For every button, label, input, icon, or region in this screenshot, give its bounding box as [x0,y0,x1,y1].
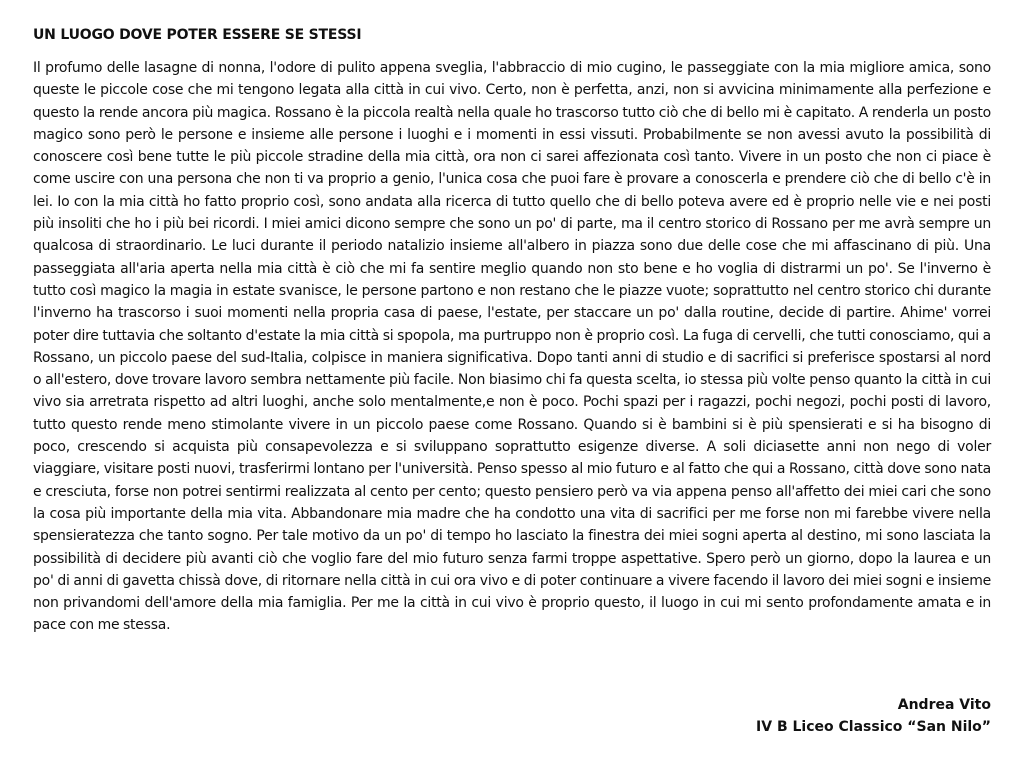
author-name: Andrea Vito [897,697,991,713]
document-title: UN LUOGO DOVE POTER ESSERE SE STESSI [33,27,362,43]
document-body: Il profumo delle lasagne di nonna, l'odore di pulito appena sveglia, l'abbraccio di mio cugino, le passeggiate con la mia migliore amica, sono queste le piccole cose che mi tengono legata alla città in cui vivo. Certo, non è perfetta, anzi, non si avvicina minimamente alla perfezione e questo la rende ancora più magica. Rossano è la piccola realtà nella quale ho trascorso tutto ciò che di bello mi è capitato. A renderla un posto magico sono però le persone e insieme alle persone i luoghi e i momenti in essi vissuti. Probabilmente se non avessi avuto la possibilità di conoscere così bene tutte le più piccole stradine della mia città, ora non ci sarei affezionata così tanto. Vivere in un posto che non ci piace è come uscire con una persona che non ti va proprio a genio, l'unica cosa che puoi fare è provare a conoscerla e prendere ciò che di bello c'è in lei. Io con la mia città ho fatto proprio così, sono andata alla ricerca di tutto quello che di bello poteva avere ed è proprio nelle vie e nei posti più insoliti che ho i più bei ricordi. I miei amici dicono sempre che sono un po' di parte, ma il centro storico di Rossano per me avrà sempre un qualcosa di straordinario. Le luci durante il periodo natalizio insieme all'albero in piazza sono due delle cose che mi affascinano di più. Una passeggiata all'aria aperta nella mia città è ciò che mi fa sentire meglio quando non sto bene e ho voglia di distrarmi un po'. Se l'inverno è tutto così magico la magia in estate svanisce, le persone partono e non restano che le piazze vuote; soprattutto nel centro storico chi durante l'inverno ha trascorso i suoi momenti nella propria casa di paese, l'estate, per staccare un po' dalla routine, decide di partire. Ahime' vorrei poter dire tuttavia che soltanto d'estate la mia città si spopola, ma purtruppo non è proprio così. La fuga di cervelli, che tutti conosciamo, qui a Rossano, un piccolo paese del sud-Italia, colpisce in maniera significativa. Dopo tanti anni di studio e di sacrifici si preferisce spostarsi al nord o all'estero, dove trovare lavoro sembra nettamente più facile. Non biasimo chi fa questa scelta, io stessa più volte penso quanto la città in cui vivo sia arretrata rispetto ad altri luoghi, anche solo mentalmente,e non è poco. Pochi spazi per i ragazzi, pochi negozi, pochi posti di lavoro, tutto questo rende meno stimolante vivere in un piccolo paese come Rossano. Quando si è bambini si è più spensierati e si ha bisogno di poco, crescendo si acquista più consapevolezza e si sviluppano soprattutto esigenze diverse. A soli diciasette anni non nego di voler viaggiare, visitare posti nuovi, trasferirmi lontano per l'università. Penso spesso al mio futuro e al fatto che qui a Rossano, città dove sono nata e cresciuta, forse non potrei sentirmi realizzata al cento per cento; questo pensiero però va via appena penso all'affetto dei miei cari che sono la cosa più importante della mia vita. Abbandonare mia madre che ha condotto una vita di sacrifici per me forse non mi farebbe vivere nella spensieratezza che tanto sogno. Per tale motivo da un po' di tempo ho lasciato la finestra dei miei sogni aperta al destino, mi sono lasciata la possibilità di decidere più avanti ciò che voglio fare del mio futuro senza farmi troppe aspettative. Spero però un giorno, dopo la laurea e un po' di anni di gavetta chissà dove, di ritornare nella città in cui ora vivo e di poter continuare a vivere facendo il lavoro dei miei sogni e insieme non privandomi dell'amore della mia famiglia. Per me la città in cui vivo è proprio questo, il luogo in cui mi sento profondamente amata e in pace con me stessa. [33,60,991,634]
signature-block [756,694,991,738]
author-school: IV B Liceo Classico “San Nilo” [756,719,991,735]
document-page [33,24,991,637]
